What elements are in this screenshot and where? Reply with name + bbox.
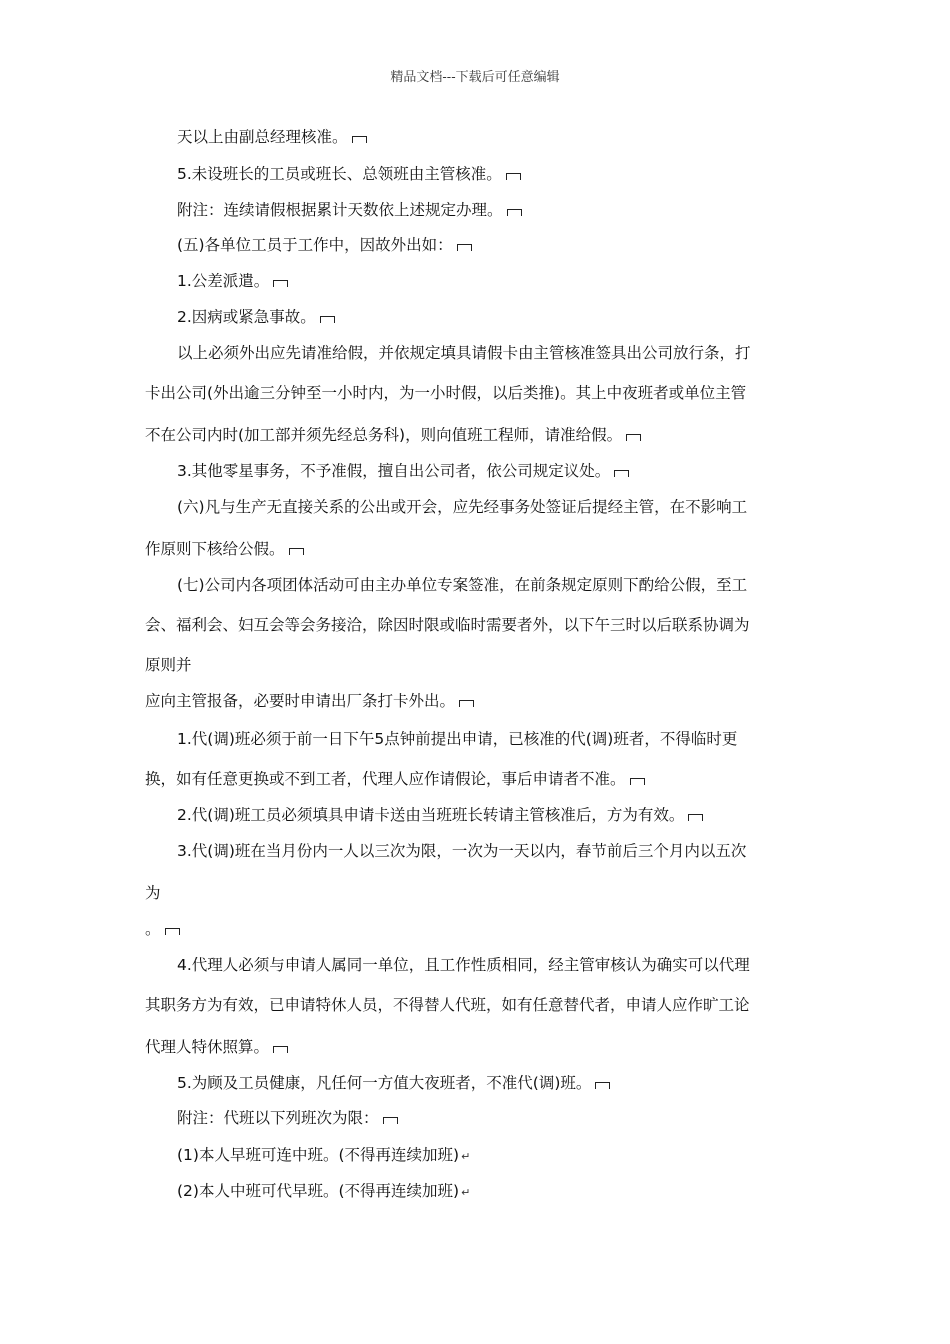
text-line: 附注：代班以下列班次为限： xyxy=(177,1107,398,1129)
text-line: 5.未设班长的工员或班长、总领班由主管核准。 xyxy=(177,163,521,185)
paragraph-mark-icon xyxy=(273,280,288,287)
paragraph-mark-icon xyxy=(165,928,180,935)
paragraph-mark-icon xyxy=(506,173,521,180)
paragraph-mark-icon xyxy=(273,1046,288,1053)
line-break-icon: ↵ xyxy=(461,1186,471,1199)
text-line: 应向主管报备，必要时申请出厂条打卡外出。 xyxy=(145,690,474,712)
text-line: 3.代(调)班在当月份内一人以三次为限，一次为一天以内，春节前后三个月内以五次 xyxy=(177,842,747,860)
paragraph-mark-icon xyxy=(352,136,367,143)
text-line: (2)本人中班可代早班。(不得再连续加班) ↵ xyxy=(177,1182,471,1200)
paragraph-mark-icon xyxy=(507,209,522,216)
text-line: 附注：连续请假根据累计天数依上述规定办理。 xyxy=(177,199,522,221)
text-line: 天以上由副总经理核准。 xyxy=(177,126,367,148)
text-line: 代理人特休照算。 xyxy=(145,1036,288,1058)
text-line: 作原则下核给公假。 xyxy=(145,538,304,560)
text-line: 4.代理人必须与申请人属同一单位，且工作性质相同，经主管审核认为确实可以代理 xyxy=(177,956,750,974)
text-line: (七)公司内各项团体活动可由主办单位专案签准，在前条规定原则下酌给公假，至工 xyxy=(177,576,748,594)
text-line: 。 xyxy=(145,918,180,940)
text-line: 为 xyxy=(145,884,161,902)
text-line: 卡出公司(外出逾三分钟至一小时内，为一小时假，以后类推)。其上中夜班者或单位主管 xyxy=(145,384,747,402)
text-line: (五)各单位工员于工作中，因故外出如： xyxy=(177,234,472,256)
text-line: (六)凡与生产无直接关系的公出或开会，应先经事务处签证后提经主管，在不影响工 xyxy=(177,498,748,516)
text-line: 其职务方为有效，已申请特休人员，不得替人代班，如有任意替代者，申请人应作旷工论 xyxy=(145,996,750,1014)
text-line: 以上必须外出应先请准给假，并依规定填具请假卡由主管核准签具出公司放行条，打 xyxy=(177,344,751,362)
paragraph-mark-icon xyxy=(383,1117,398,1124)
text-line: 1.代(调)班必须于前一日下午5点钟前提出申请，已核准的代(调)班者，不得临时更 xyxy=(177,730,738,748)
paragraph-mark-icon xyxy=(626,434,641,441)
paragraph-mark-icon xyxy=(688,814,703,821)
paragraph-mark-icon xyxy=(614,470,629,477)
text-line: 不在公司内时(加工部并须先经总务科)，则向值班工程师，请准给假。 xyxy=(145,424,641,446)
paragraph-mark-icon xyxy=(595,1082,610,1089)
line-break-icon: ↵ xyxy=(461,1150,471,1163)
paragraph-mark-icon xyxy=(630,778,645,785)
page-header: 精品文档---下载后可任意编辑 xyxy=(390,70,560,85)
text-line: 换，如有任意更换或不到工者，代理人应作请假论，事后申请者不准。 xyxy=(145,768,645,790)
text-line: 3.其他零星事务，不予准假，擅自出公司者，依公司规定议处。 xyxy=(177,460,629,482)
text-line: 1.公差派遣。 xyxy=(177,270,288,292)
text-line: 2.因病或紧急事故。 xyxy=(177,306,335,328)
text-line: 2.代(调)班工员必须填具申请卡送由当班班长转请主管核准后，方为有效。 xyxy=(177,804,703,826)
text-line: (1)本人早班可连中班。(不得再连续加班) ↵ xyxy=(177,1146,471,1164)
paragraph-mark-icon xyxy=(459,700,474,707)
text-line: 原则并 xyxy=(145,656,192,674)
paragraph-mark-icon xyxy=(457,244,472,251)
paragraph-mark-icon xyxy=(320,316,335,323)
text-line: 5.为顾及工员健康，凡任何一方值大夜班者，不准代(调)班。 xyxy=(177,1072,610,1094)
text-line: 会、福利会、妇互会等会务接洽，除因时限或临时需要者外，以下午三时以后联系协调为 xyxy=(145,616,750,634)
paragraph-mark-icon xyxy=(289,548,304,555)
